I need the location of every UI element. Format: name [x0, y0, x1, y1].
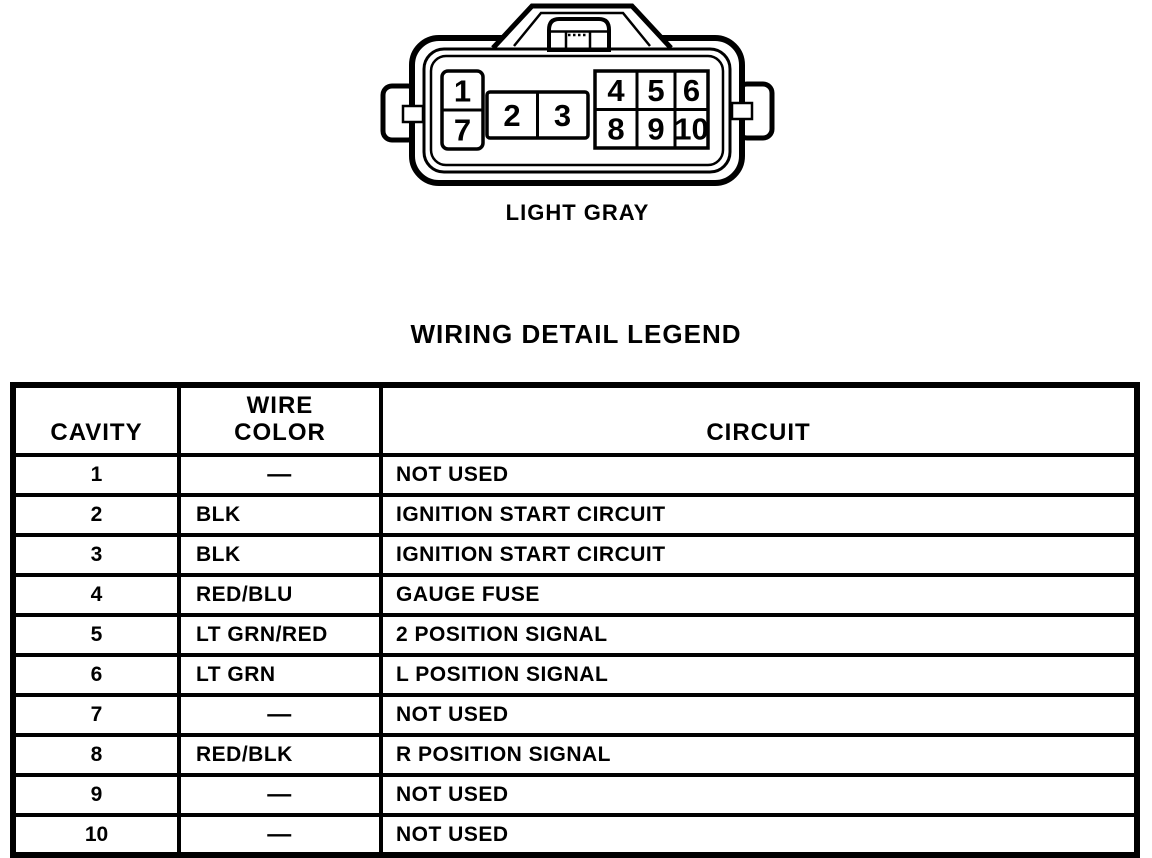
table-row-cavity-8: [13, 735, 1137, 775]
wire-color-cell: —: [179, 455, 381, 495]
pin-number-7: 7: [453, 112, 472, 148]
cavity-cell: 1: [13, 455, 179, 495]
table-row-cavity-4: [13, 575, 1137, 615]
wire-color-cell: BLK: [179, 535, 381, 575]
pin-number-10: 10: [674, 111, 709, 147]
wire-color-cell: —: [179, 815, 381, 855]
wire-color-cell: —: [179, 775, 381, 815]
pin-number-3: 3: [553, 98, 572, 133]
cavity-cell: 6: [13, 655, 179, 695]
pin-number-9: 9: [647, 111, 665, 147]
header-wire-color-line1: WIRE: [246, 392, 314, 420]
connector-drawing-svg: [375, 0, 780, 192]
cavity-cell: 10: [13, 815, 179, 855]
wire-color-cell: LT GRN/RED: [179, 615, 381, 655]
header-circuit: CIRCUIT: [381, 385, 1137, 455]
wire-color-cell: RED/BLU: [179, 575, 381, 615]
pin-number-8: 8: [607, 111, 625, 147]
wire-color-cell: BLK: [179, 495, 381, 535]
table-row-cavity-1: [13, 455, 1137, 495]
pin-number-6: 6: [682, 73, 701, 108]
table-row-cavity-3: [13, 535, 1137, 575]
header-wire-color: [179, 385, 381, 455]
header-wire-color-line2: COLOR: [234, 419, 326, 447]
table-row-cavity-2: [13, 495, 1137, 535]
cavity-cell: 5: [13, 615, 179, 655]
right-tab-slot: [732, 103, 752, 119]
circuit-cell: NOT USED: [381, 455, 1137, 495]
connector-color-label: LIGHT GRAY: [505, 200, 650, 225]
circuit-cell: NOT USED: [381, 775, 1137, 815]
left-tab-slot: [403, 106, 423, 122]
circuit-cell: IGNITION START CIRCUIT: [381, 535, 1137, 575]
circuit-cell: IGNITION START CIRCUIT: [381, 495, 1137, 535]
pin-number-5: 5: [647, 73, 665, 108]
circuit-cell: NOT USED: [381, 815, 1137, 855]
header-cavity: CAVITY: [13, 385, 179, 455]
legend-title: WIRING DETAIL LEGEND: [410, 319, 742, 349]
cavity-cell: 9: [13, 775, 179, 815]
circuit-cell: R POSITION SIGNAL: [381, 735, 1137, 775]
cavity-cell: 3: [13, 535, 179, 575]
wiring-legend-table: [10, 382, 1140, 858]
circuit-cell: GAUGE FUSE: [381, 575, 1137, 615]
table-row-cavity-7: [13, 695, 1137, 735]
wire-color-cell: LT GRN: [179, 655, 381, 695]
table-row-cavity-6: [13, 655, 1137, 695]
table-row-cavity-9: [13, 775, 1137, 815]
table-row-cavity-10: [13, 815, 1137, 855]
pin-number-1: 1: [453, 73, 472, 109]
circuit-cell: L POSITION SIGNAL: [381, 655, 1137, 695]
cavity-cell: 8: [13, 735, 179, 775]
cavity-cell: 4: [13, 575, 179, 615]
wire-color-cell: RED/BLK: [179, 735, 381, 775]
connector-figure: [375, 0, 780, 192]
pin-number-4: 4: [607, 73, 625, 108]
table-header-row: [13, 385, 1137, 455]
cavity-cell: 2: [13, 495, 179, 535]
cavity-cell: 7: [13, 695, 179, 735]
circuit-cell: NOT USED: [381, 695, 1137, 735]
wire-color-cell: —: [179, 695, 381, 735]
pin-number-2: 2: [503, 98, 521, 133]
circuit-cell: 2 POSITION SIGNAL: [381, 615, 1137, 655]
table-row-cavity-5: [13, 615, 1137, 655]
